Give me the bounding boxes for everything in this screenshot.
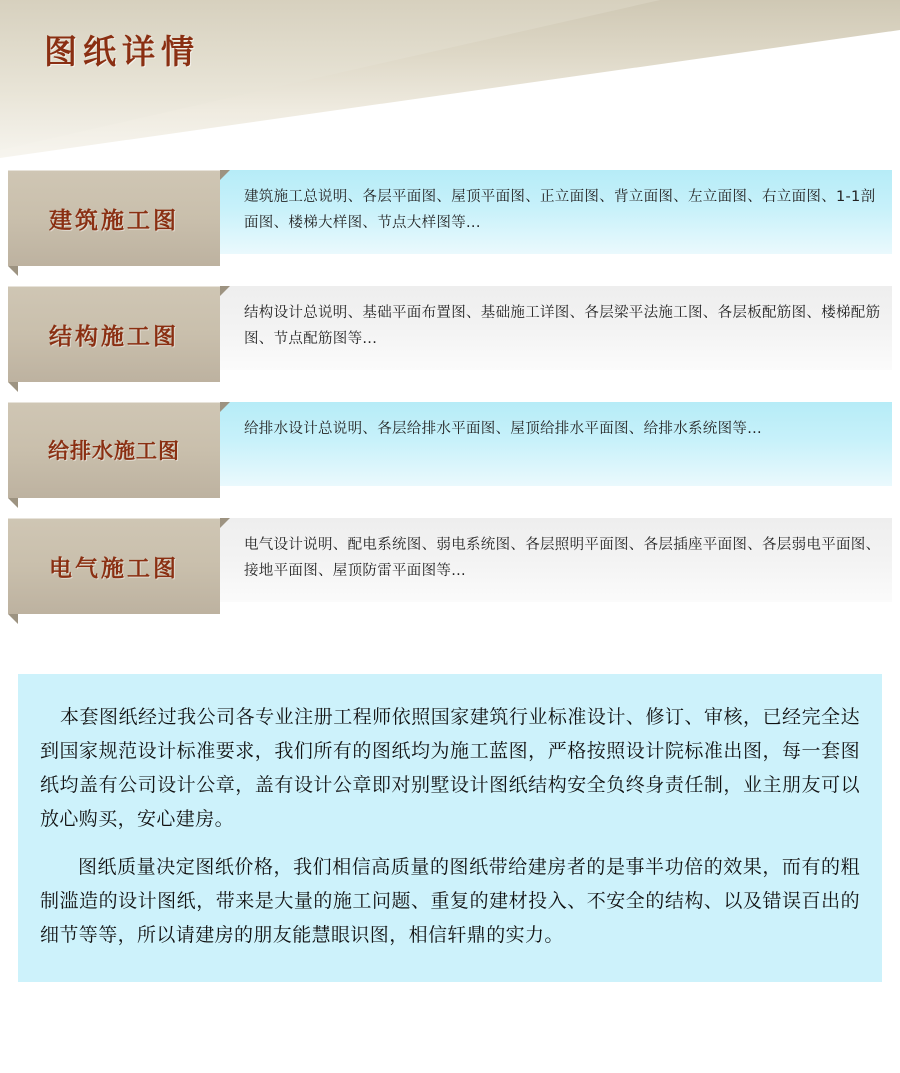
tag-shadow-icon — [8, 498, 18, 508]
drawing-category-list — [0, 158, 900, 618]
row-description: 建筑施工总说明、各层平面图、屋顶平面图、正立面图、背立面图、左立面图、右立面图、1-1剖面图、楼梯大样图、节点大样图等... — [244, 189, 876, 231]
list-item — [0, 286, 900, 386]
tag-fold-icon — [220, 402, 230, 412]
tag-shadow-icon — [8, 382, 18, 392]
notice-box — [18, 674, 882, 982]
row-tag-label: 电气施工图 — [49, 554, 179, 582]
row-tag — [8, 402, 220, 498]
row-description: 给排水设计总说明、各层给排水平面图、屋顶给排水平面图、给排水系统图等... — [244, 421, 762, 437]
row-tag-label: 建筑施工图 — [49, 206, 179, 234]
list-item — [0, 518, 900, 618]
row-tag-label: 给排水施工图 — [48, 438, 180, 463]
page-title: 图纸详情 — [44, 32, 200, 71]
row-description: 电气设计说明、配电系统图、弱电系统图、各层照明平面图、各层插座平面图、各层弱电平面图、接地平面图、屋顶防雷平面图等... — [244, 537, 881, 579]
tag-shadow-icon — [8, 266, 18, 276]
row-tag-label: 结构施工图 — [49, 322, 179, 350]
row-description: 结构设计总说明、基础平面布置图、基础施工详图、各层梁平法施工图、各层板配筋图、楼梯配筋图、节点配筋图等... — [244, 305, 881, 347]
notice-paragraph-2: 图纸质量决定图纸价格，我们相信高质量的图纸带给建房者的是事半功倍的效果，而有的粗制滥造的设计图纸，带来是大量的施工问题、重复的建材投入、不安全的结构、以及错误百出的细节等等，所以请建房的朋友能慧眼识图，相信轩鼎的实力。 — [40, 856, 860, 946]
row-tag — [8, 518, 220, 614]
tag-fold-icon — [220, 518, 230, 528]
row-tag — [8, 170, 220, 266]
list-item — [0, 402, 900, 502]
row-tag — [8, 286, 220, 382]
tag-fold-icon — [220, 170, 230, 180]
notice-paragraph-1: 本套图纸经过我公司各专业注册工程师依照国家建筑行业标准设计、修订、审核，已经完全达到国家规范设计标准要求，我们所有的图纸均为施工蓝图，严格按照设计院标准出图，每一套图纸均盖有公司设计公章，盖有设计公章即对别墅设计图纸结构安全负终身责任制，业主朋友可以放心购买，安心建房。 — [40, 706, 860, 830]
page-header — [0, 0, 900, 158]
tag-fold-icon — [220, 286, 230, 296]
list-item — [0, 170, 900, 270]
tag-shadow-icon — [8, 614, 18, 624]
